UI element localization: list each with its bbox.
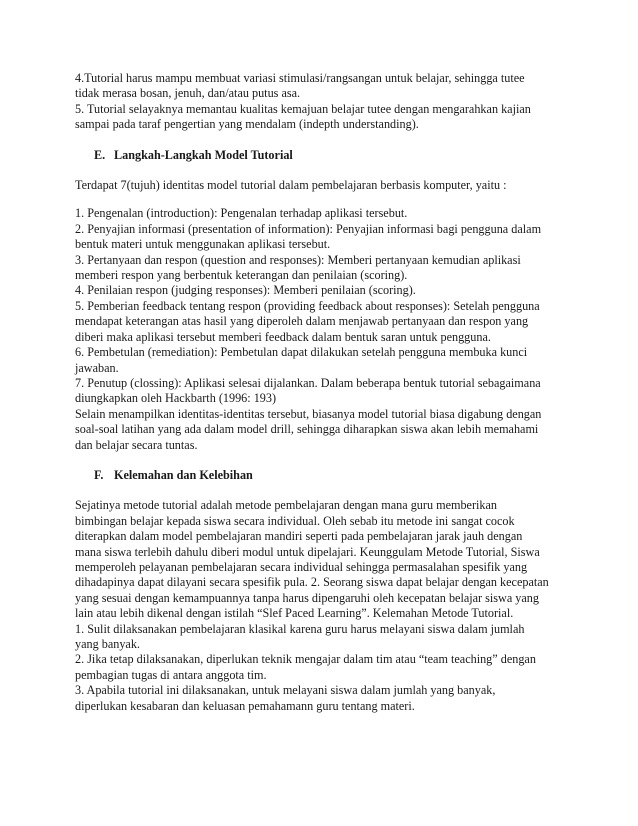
text-line: diungkapkan oleh Hackbarth (1996: 193) xyxy=(75,391,277,406)
text-line: soal-soal latihan yang ada dalam model drill, sehingga diharapkan siswa akan lebih memahami xyxy=(75,422,539,437)
text-line: yang banyak. xyxy=(75,637,140,651)
section-f-body xyxy=(75,498,570,714)
text-line: 7. Penutup (clossing): Aplikasi selesai dijalankan. Dalam beberapa bentuk tutorial sebagaimana xyxy=(75,375,541,390)
section-e-number: E. xyxy=(94,147,106,162)
section-f-title: Kelemahan dan Kelebihan xyxy=(114,467,253,482)
text-line: 5. Tutorial selayaknya memantau kualitas kemajuan belajar tutee dengan mengarahkan kajian xyxy=(75,101,531,116)
section-e-intro: Terdapat 7(tujuh) identitas model tutorial dalam pembelajaran berbasis komputer, yaitu : xyxy=(75,178,507,193)
text-line: yang sesuai dengan kemampuannya tanpa harus dipengaruhi oleh kecepatan belajar siswa yang xyxy=(75,590,539,605)
section-f-heading xyxy=(75,468,570,483)
section-f-number: F. xyxy=(94,467,104,482)
text-line: dan belajar secara tuntas. xyxy=(75,437,198,452)
text-line: diperlukan kesabaran dan keluasan pemahamann guru tentang materi. xyxy=(75,698,415,713)
section-e-title: Langkah-Langkah Model Tutorial xyxy=(114,147,293,162)
text-line: jawaban. xyxy=(75,360,119,375)
text-line: Selain menampilkan identitas-identitas tersebut, biasanya model tutorial biasa digabung dengan xyxy=(75,406,542,421)
text-line: 4. Penilaian respon (judging responses): Memberi penilaian (scoring). xyxy=(75,283,416,298)
text-line: diterapkan dalam model pembelajaran mandiri seperti pada pembelajaran jarak jauh dengan xyxy=(75,529,523,544)
text-line: 1. Sulit dilaksanakan pembelajaran klasikal karena guru harus melayani siswa dalam jumlah xyxy=(75,621,525,636)
text-line: 6. Pembetulan (remediation): Pembetulan dapat dilakukan setelah pengguna membuka kunci xyxy=(75,345,528,360)
text-line: mana siswa terlebih dahulu diberi modul untuk dipelajari. Keunggulam Metode Tutorial, Siswa xyxy=(75,544,540,559)
text-line: Sejatinya metode tutorial adalah metode pembelajaran dengan mana guru memberikan xyxy=(75,498,497,513)
text-line: memperoleh pelayanan pembelajaran secara individual sehingga permasalahan spesifik yang xyxy=(75,559,528,574)
text-line: sampai pada taraf pengertian yang mendalam (indepth understanding). xyxy=(75,117,419,132)
text-line: diberi maka aplikasi tersebut memberi feedback dalam bentuk saran untuk pengguna. xyxy=(75,329,491,344)
text-line: pembagian tugas di antara anggota tim. xyxy=(75,667,267,682)
intro-paragraph xyxy=(75,71,570,133)
text-line: 5. Pemberian feedback tentang respon (providing feedback about responses): Setelah pengguna xyxy=(75,298,540,313)
text-line: bimbingan belajar kepada siswa secara individual. Oleh sebab itu metode ini sangat cocok xyxy=(75,513,515,528)
text-line: mendapat keterangan atas hasil yang diperoleh dalam menjawab pertanyaan dan respon yang xyxy=(75,314,529,329)
text-line: bentuk materi untuk menggunakan aplikasi tersebut. xyxy=(75,237,331,252)
section-e-body xyxy=(75,206,570,453)
section-e-heading xyxy=(75,148,570,163)
text-line: 2. Penyajian informasi (presentation of information): Penyajian informasi bagi pengguna dalam xyxy=(75,221,542,236)
text-line: memberi respon yang berbentuk keterangan dan penilaian (scoring). xyxy=(75,268,408,283)
text-line: tidak merasa bosan, jenuh, dan/atau putus asa. xyxy=(75,86,301,101)
text-line: 3. Apabila tutorial ini dilaksanakan, untuk melayani siswa dalam jumlah yang banyak, xyxy=(75,683,496,698)
document-page xyxy=(75,71,570,714)
text-line: 3. Pertanyaan dan respon (question and responses): Memberi pertanyaan kemudian aplikasi xyxy=(75,252,521,267)
text-line: 1. Pengenalan (introduction): Pengenalan terhadap aplikasi tersebut. xyxy=(75,206,408,221)
text-line: 2. Jika tetap dilaksanakan, diperlukan teknik mengajar dalam tim atau “team teaching” dengan xyxy=(75,652,536,667)
text-line: dihadapinya dapat dilayani secara spesifik pula. 2. Seorang siswa dapat belajar dengan kecepatan xyxy=(75,575,549,590)
text-line: lain atau lebih dikenal dengan istilah “Slef Paced Learning”. Kelemahan Metode Tutorial. xyxy=(75,606,514,621)
text-line: 4.Tutorial harus mampu membuat variasi stimulasi/rangsangan untuk belajar, sehingga tutee xyxy=(75,71,525,85)
